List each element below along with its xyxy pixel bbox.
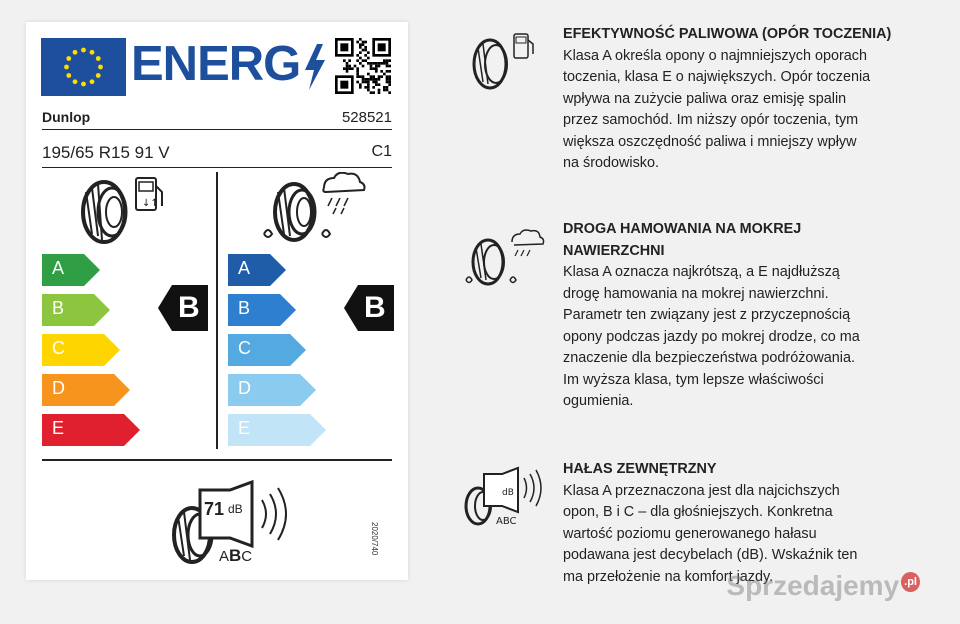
- noise-class-scale: [219, 546, 252, 566]
- fuel-grade-b: B: [42, 294, 110, 326]
- eu-star-icon: [96, 56, 101, 61]
- energy-heading: ENERG: [131, 37, 301, 91]
- eu-star-icon: [81, 82, 86, 87]
- section-line: znaczenie dla bezpieczeństwa podróżowania.: [563, 350, 855, 366]
- eu-tyre-label: [26, 22, 408, 580]
- tyre-brand: Dunlop: [42, 109, 91, 125]
- wet-grade-b: B: [228, 294, 296, 326]
- section-line: drogę hamowania na mokrej nawierzchni.: [563, 285, 829, 302]
- section-line: wpływa na zużycie paliwa oraz emisję spalin: [563, 90, 847, 107]
- tyre-fuel-pump-icon: [78, 174, 170, 246]
- section-line: na środowisko.: [563, 155, 659, 171]
- eu-star-icon: [98, 65, 103, 70]
- tyre-class: C1: [371, 143, 392, 160]
- wet-grade-e: E: [228, 414, 326, 446]
- eu-star-icon: [64, 65, 69, 70]
- wet-grip-class-marker: B: [344, 285, 394, 331]
- regulation-number: 2020/740: [370, 522, 379, 556]
- eu-star-icon: [81, 48, 86, 53]
- svg-text:ABC: ABC: [496, 516, 517, 527]
- section-line: toczenia, klasa E o największych. Opór toczenia: [563, 69, 871, 85]
- fuel-efficiency-section: [563, 24, 903, 175]
- section-line: większa oszczędność paliwa i mniejszy wpływ: [563, 133, 857, 150]
- fuel-grade-c: C: [42, 334, 120, 366]
- noise-class-a: A: [219, 548, 230, 565]
- noise-class-c: C: [241, 548, 253, 565]
- wet-grip-icon: [462, 228, 546, 290]
- eu-star-icon: [66, 56, 71, 61]
- section-title: EFEKTYWNOŚĆ PALIWOWA (OPÓR TOCZENIA): [563, 26, 892, 42]
- svg-text:↓↑: ↓↑: [142, 198, 159, 209]
- qr-code-icon[interactable]: [335, 38, 391, 94]
- section-title: HAŁAS ZEWNĘTRZNY: [563, 461, 717, 477]
- noise-class-b: B: [229, 546, 242, 565]
- watermark-logo: Sprzedajemy $^{.pl}$: [726, 570, 920, 602]
- wet-grade-d: D: [228, 374, 316, 406]
- eu-star-icon: [73, 79, 78, 84]
- section-line: opon, B i C – dla głośniejszych. Konkretna: [563, 504, 833, 520]
- eu-star-icon: [66, 73, 71, 78]
- eu-star-icon: [73, 50, 78, 55]
- eu-star-icon: [90, 79, 95, 84]
- eu-star-icon: [96, 73, 101, 78]
- svg-text:dB: dB: [502, 488, 514, 498]
- tyre-size: 195/65 R15 91 V: [42, 143, 170, 162]
- external-noise-section: [563, 459, 903, 588]
- lightning-bolt-icon: [303, 44, 327, 90]
- section-line: Parametr ten związany jest z przyczepnością: [563, 307, 851, 323]
- divider: [42, 129, 392, 130]
- section-line: Klasa A określa opony o najmniejszych oporach: [563, 47, 867, 64]
- fuel-class-marker: B: [158, 285, 208, 331]
- section-line: opony podczas jazdy po mokrej drodze, co ma: [563, 328, 860, 345]
- fuel-grade-e: E: [42, 414, 140, 446]
- eu-flag-icon: [41, 38, 126, 96]
- section-line: ma przełożenie na komfort jazdy.: [563, 568, 774, 585]
- section-line: przez samochód. Im niższy opór toczenia, tym: [563, 112, 859, 128]
- fuel-grade-a: A: [42, 254, 100, 286]
- eu-star-icon: [90, 50, 95, 55]
- noise-db-unit: dB: [228, 502, 243, 516]
- section-line: wartość poziomu generowanego hałasu: [563, 525, 817, 542]
- fuel-efficiency-icon: [470, 30, 540, 92]
- article-number: 528521: [341, 109, 392, 126]
- section-title: DROGA HAMOWANIA NA MOKREJ: [563, 221, 802, 237]
- wet-grade-a: A: [228, 254, 286, 286]
- tyre-rain-cloud-icon: [260, 172, 370, 250]
- section-line: Klasa A oznacza najkrótszą, a E najdłuższą: [563, 264, 840, 280]
- section-line: ogumienia.: [563, 393, 634, 409]
- wet-grip-section: [563, 219, 903, 413]
- section-title: NAWIERZCHNI: [563, 242, 665, 259]
- section-line: podawana jest decybelach (dB). Wskaźnik ten: [563, 547, 858, 563]
- fuel-grade-d: D: [42, 374, 130, 406]
- external-noise-icon: [462, 464, 552, 530]
- noise-db-value: 71: [204, 499, 225, 519]
- column-divider: [216, 172, 218, 449]
- section-line: Im wyższa klasa, tym lepsze właściwości: [563, 371, 824, 388]
- section-line: Klasa A przeznaczona jest dla najcichszych: [563, 482, 840, 499]
- wet-grade-c: C: [228, 334, 306, 366]
- divider: [42, 459, 392, 461]
- divider: [42, 167, 392, 168]
